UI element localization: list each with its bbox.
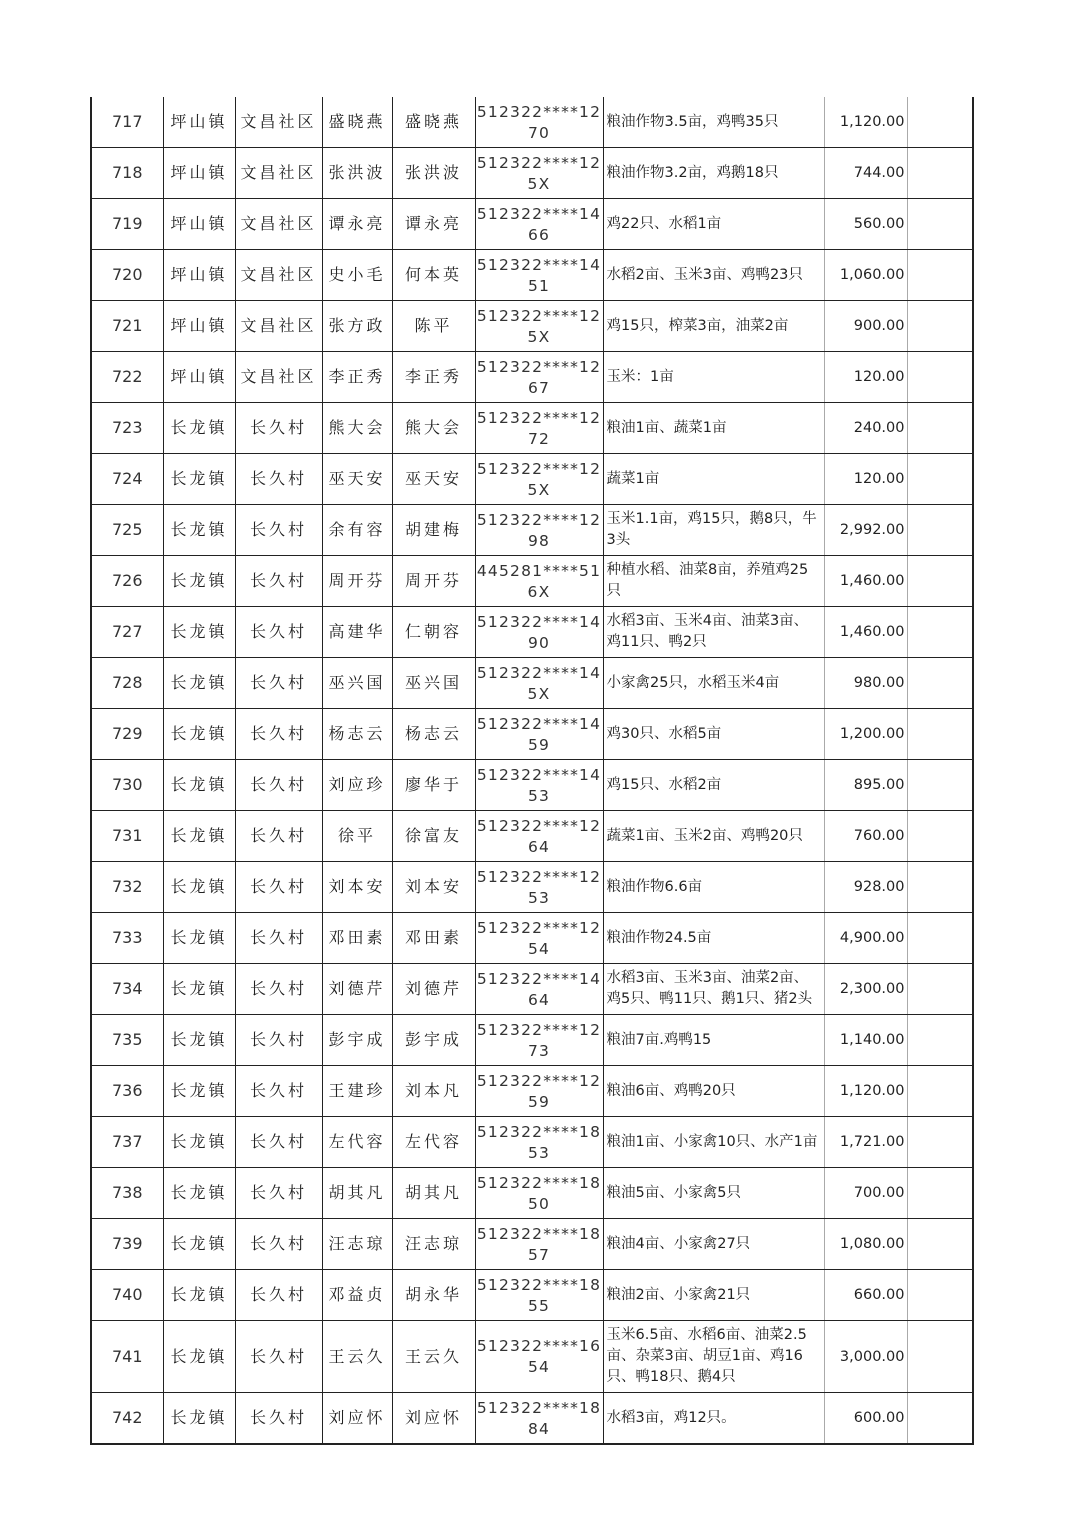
table-row — [91, 811, 973, 862]
cell-number: 720 — [91, 250, 163, 301]
cell-town: 长龙镇 — [163, 862, 235, 913]
cell-household-name: 熊大会 — [392, 403, 475, 454]
cell-description: 水稻3亩、玉米4亩、油菜3亩、鸡11只、鸭2只 — [603, 607, 824, 658]
table-row — [91, 760, 973, 811]
cell-number: 738 — [91, 1168, 163, 1219]
cell-applicant-name: 左代容 — [322, 1117, 392, 1168]
cell-description: 水稻3亩，鸡12只。 — [603, 1393, 824, 1445]
cell-description: 蔬菜1亩 — [603, 454, 824, 505]
cell-remarks — [907, 301, 973, 352]
cell-household-name: 王云久 — [392, 1321, 475, 1393]
cell-remarks — [907, 862, 973, 913]
cell-household-name: 杨志云 — [392, 709, 475, 760]
cell-remarks — [907, 1015, 973, 1066]
cell-remarks — [907, 964, 973, 1015]
cell-number: 735 — [91, 1015, 163, 1066]
cell-id-number: 512322****125X — [475, 148, 603, 199]
cell-town: 长龙镇 — [163, 1117, 235, 1168]
table-row — [91, 1117, 973, 1168]
cell-amount: 980.00 — [824, 658, 907, 709]
cell-village: 长久村 — [235, 1168, 322, 1219]
cell-number: 742 — [91, 1393, 163, 1445]
cell-remarks — [907, 1393, 973, 1445]
cell-household-name: 刘本安 — [392, 862, 475, 913]
cell-id-number: 512322****1884 — [475, 1393, 603, 1445]
table-row — [91, 1393, 973, 1445]
cell-amount: 1,200.00 — [824, 709, 907, 760]
cell-number: 727 — [91, 607, 163, 658]
cell-household-name: 彭宇成 — [392, 1015, 475, 1066]
cell-description: 小家禽25只，水稻玉米4亩 — [603, 658, 824, 709]
cell-applicant-name: 史小毛 — [322, 250, 392, 301]
cell-amount: 3,000.00 — [824, 1321, 907, 1393]
cell-household-name: 汪志琼 — [392, 1219, 475, 1270]
cell-amount: 744.00 — [824, 148, 907, 199]
table-row — [91, 1066, 973, 1117]
cell-village: 长久村 — [235, 709, 322, 760]
cell-village: 长久村 — [235, 403, 322, 454]
cell-remarks — [907, 1168, 973, 1219]
cell-household-name: 巫兴国 — [392, 658, 475, 709]
cell-village: 长久村 — [235, 760, 322, 811]
table-row — [91, 658, 973, 709]
cell-description: 玉米：1亩 — [603, 352, 824, 403]
cell-remarks — [907, 1321, 973, 1393]
cell-town: 长龙镇 — [163, 1393, 235, 1445]
table-row — [91, 964, 973, 1015]
cell-amount: 928.00 — [824, 862, 907, 913]
cell-remarks — [907, 811, 973, 862]
cell-amount: 120.00 — [824, 352, 907, 403]
cell-id-number: 512322****1855 — [475, 1270, 603, 1321]
cell-remarks — [907, 97, 973, 148]
table-row — [91, 1015, 973, 1066]
cell-description: 鸡22只、水稻1亩 — [603, 199, 824, 250]
cell-description: 水稻2亩、玉米3亩、鸡鸭23只 — [603, 250, 824, 301]
cell-number: 717 — [91, 97, 163, 148]
cell-id-number: 512322****1453 — [475, 760, 603, 811]
cell-description: 种植水稻、油菜8亩，养殖鸡25只 — [603, 556, 824, 607]
cell-remarks — [907, 1066, 973, 1117]
cell-town: 长龙镇 — [163, 1219, 235, 1270]
cell-amount: 2,992.00 — [824, 505, 907, 556]
table-row — [91, 1321, 973, 1393]
cell-number: 721 — [91, 301, 163, 352]
cell-remarks — [907, 148, 973, 199]
cell-id-number: 512322****1267 — [475, 352, 603, 403]
cell-village: 长久村 — [235, 913, 322, 964]
cell-village: 长久村 — [235, 505, 322, 556]
cell-village: 长久村 — [235, 862, 322, 913]
cell-amount: 700.00 — [824, 1168, 907, 1219]
table-row — [91, 454, 973, 505]
cell-town: 坪山镇 — [163, 148, 235, 199]
table-row — [91, 1168, 973, 1219]
cell-village: 长久村 — [235, 811, 322, 862]
cell-description: 粮油作物24.5亩 — [603, 913, 824, 964]
cell-number: 730 — [91, 760, 163, 811]
cell-household-name: 胡建梅 — [392, 505, 475, 556]
cell-remarks — [907, 199, 973, 250]
cell-id-number: 512322****1466 — [475, 199, 603, 250]
cell-applicant-name: 王云久 — [322, 1321, 392, 1393]
cell-town: 长龙镇 — [163, 1321, 235, 1393]
cell-applicant-name: 刘应怀 — [322, 1393, 392, 1445]
cell-description: 粮油6亩、鸡鸭20只 — [603, 1066, 824, 1117]
cell-number: 736 — [91, 1066, 163, 1117]
cell-household-name: 刘应怀 — [392, 1393, 475, 1445]
cell-applicant-name: 邓益贞 — [322, 1270, 392, 1321]
cell-town: 长龙镇 — [163, 1066, 235, 1117]
cell-amount: 120.00 — [824, 454, 907, 505]
cell-village: 长久村 — [235, 454, 322, 505]
cell-remarks — [907, 607, 973, 658]
cell-amount: 2,300.00 — [824, 964, 907, 1015]
cell-description: 鸡30只、水稻5亩 — [603, 709, 824, 760]
cell-household-name: 徐富友 — [392, 811, 475, 862]
cell-remarks — [907, 913, 973, 964]
cell-applicant-name: 高建华 — [322, 607, 392, 658]
cell-description: 玉米6.5亩、水稻6亩、油菜2.5亩、杂菜3亩、胡豆1亩、鸡16只、鸭18只、鹅4只 — [603, 1321, 824, 1393]
cell-amount: 1,060.00 — [824, 250, 907, 301]
cell-amount: 600.00 — [824, 1393, 907, 1445]
cell-household-name: 陈平 — [392, 301, 475, 352]
cell-applicant-name: 杨志云 — [322, 709, 392, 760]
cell-town: 坪山镇 — [163, 352, 235, 403]
cell-id-number: 512322****1270 — [475, 97, 603, 148]
cell-town: 坪山镇 — [163, 250, 235, 301]
cell-village: 长久村 — [235, 607, 322, 658]
cell-village: 文昌社区 — [235, 148, 322, 199]
cell-number: 718 — [91, 148, 163, 199]
cell-id-number: 512322****1254 — [475, 913, 603, 964]
cell-number: 728 — [91, 658, 163, 709]
cell-number: 733 — [91, 913, 163, 964]
cell-household-name: 胡永华 — [392, 1270, 475, 1321]
cell-household-name: 李正秀 — [392, 352, 475, 403]
cell-applicant-name: 盛晓燕 — [322, 97, 392, 148]
cell-number: 737 — [91, 1117, 163, 1168]
cell-id-number: 445281****516X — [475, 556, 603, 607]
cell-amount: 1,140.00 — [824, 1015, 907, 1066]
cell-number: 726 — [91, 556, 163, 607]
cell-remarks — [907, 454, 973, 505]
cell-amount: 760.00 — [824, 811, 907, 862]
cell-amount: 1,460.00 — [824, 556, 907, 607]
cell-town: 长龙镇 — [163, 1168, 235, 1219]
table-row — [91, 97, 973, 148]
cell-description: 蔬菜1亩、玉米2亩、鸡鸭20只 — [603, 811, 824, 862]
cell-household-name: 盛晓燕 — [392, 97, 475, 148]
cell-household-name: 刘德芹 — [392, 964, 475, 1015]
cell-town: 长龙镇 — [163, 709, 235, 760]
cell-village: 长久村 — [235, 1219, 322, 1270]
cell-applicant-name: 余有容 — [322, 505, 392, 556]
cell-remarks — [907, 709, 973, 760]
cell-household-name: 刘本凡 — [392, 1066, 475, 1117]
cell-village: 长久村 — [235, 964, 322, 1015]
cell-number: 739 — [91, 1219, 163, 1270]
cell-applicant-name: 张洪波 — [322, 148, 392, 199]
cell-town: 长龙镇 — [163, 607, 235, 658]
cell-id-number: 512322****1253 — [475, 862, 603, 913]
cell-remarks — [907, 760, 973, 811]
cell-description: 粮油1亩、小家禽10只、水产1亩 — [603, 1117, 824, 1168]
cell-amount: 1,721.00 — [824, 1117, 907, 1168]
cell-id-number: 512322****1451 — [475, 250, 603, 301]
table-row — [91, 556, 973, 607]
cell-description: 粮油作物6.6亩 — [603, 862, 824, 913]
table-row — [91, 301, 973, 352]
cell-remarks — [907, 1117, 973, 1168]
cell-town: 长龙镇 — [163, 760, 235, 811]
table-row — [91, 862, 973, 913]
cell-applicant-name: 巫兴国 — [322, 658, 392, 709]
cell-village: 文昌社区 — [235, 301, 322, 352]
cell-town: 长龙镇 — [163, 964, 235, 1015]
subsidy-table — [90, 97, 974, 1445]
table-row — [91, 148, 973, 199]
cell-remarks — [907, 352, 973, 403]
cell-description: 粮油5亩、小家禽5只 — [603, 1168, 824, 1219]
cell-amount: 895.00 — [824, 760, 907, 811]
cell-village: 长久村 — [235, 1393, 322, 1445]
cell-id-number: 512322****125X — [475, 454, 603, 505]
cell-village: 文昌社区 — [235, 352, 322, 403]
cell-amount: 4,900.00 — [824, 913, 907, 964]
cell-number: 724 — [91, 454, 163, 505]
cell-village: 文昌社区 — [235, 97, 322, 148]
cell-number: 729 — [91, 709, 163, 760]
cell-description: 粮油7亩.鸡鸭15 — [603, 1015, 824, 1066]
cell-town: 长龙镇 — [163, 658, 235, 709]
cell-amount: 240.00 — [824, 403, 907, 454]
cell-description: 水稻3亩、玉米3亩、油菜2亩、鸡5只、鸭11只、鹅1只、猪2头 — [603, 964, 824, 1015]
cell-id-number: 512322****1853 — [475, 1117, 603, 1168]
cell-description: 鸡15只、水稻2亩 — [603, 760, 824, 811]
cell-number: 719 — [91, 199, 163, 250]
cell-number: 732 — [91, 862, 163, 913]
cell-town: 坪山镇 — [163, 301, 235, 352]
cell-remarks — [907, 250, 973, 301]
cell-remarks — [907, 658, 973, 709]
cell-town: 长龙镇 — [163, 1015, 235, 1066]
cell-number: 734 — [91, 964, 163, 1015]
cell-applicant-name: 熊大会 — [322, 403, 392, 454]
cell-id-number: 512322****145X — [475, 658, 603, 709]
table-row — [91, 199, 973, 250]
cell-number: 731 — [91, 811, 163, 862]
cell-village: 长久村 — [235, 556, 322, 607]
cell-id-number: 512322****1850 — [475, 1168, 603, 1219]
cell-amount: 900.00 — [824, 301, 907, 352]
table-row — [91, 1219, 973, 1270]
cell-household-name: 张洪波 — [392, 148, 475, 199]
cell-household-name: 左代容 — [392, 1117, 475, 1168]
cell-household-name: 何本英 — [392, 250, 475, 301]
cell-number: 741 — [91, 1321, 163, 1393]
cell-amount: 1,120.00 — [824, 97, 907, 148]
cell-village: 长久村 — [235, 1066, 322, 1117]
cell-remarks — [907, 1219, 973, 1270]
cell-household-name: 仁朝容 — [392, 607, 475, 658]
cell-applicant-name: 刘本安 — [322, 862, 392, 913]
table-row — [91, 403, 973, 454]
cell-town: 长龙镇 — [163, 403, 235, 454]
cell-town: 长龙镇 — [163, 556, 235, 607]
cell-applicant-name: 刘应珍 — [322, 760, 392, 811]
cell-applicant-name: 徐平 — [322, 811, 392, 862]
cell-remarks — [907, 556, 973, 607]
cell-town: 坪山镇 — [163, 199, 235, 250]
cell-applicant-name: 刘德芹 — [322, 964, 392, 1015]
cell-applicant-name: 彭宇成 — [322, 1015, 392, 1066]
cell-description: 粮油1亩、蔬菜1亩 — [603, 403, 824, 454]
cell-remarks — [907, 505, 973, 556]
cell-town: 长龙镇 — [163, 913, 235, 964]
cell-amount: 1,080.00 — [824, 1219, 907, 1270]
cell-household-name: 廖华于 — [392, 760, 475, 811]
cell-number: 723 — [91, 403, 163, 454]
table-row — [91, 352, 973, 403]
cell-town: 长龙镇 — [163, 811, 235, 862]
cell-applicant-name: 张方政 — [322, 301, 392, 352]
cell-amount: 560.00 — [824, 199, 907, 250]
cell-amount: 660.00 — [824, 1270, 907, 1321]
cell-village: 长久村 — [235, 1117, 322, 1168]
cell-id-number: 512322****125X — [475, 301, 603, 352]
cell-id-number: 512322****1459 — [475, 709, 603, 760]
cell-id-number: 512322****1857 — [475, 1219, 603, 1270]
cell-description: 玉米1.1亩，鸡15只，鹅8只，牛3头 — [603, 505, 824, 556]
cell-applicant-name: 邓田素 — [322, 913, 392, 964]
cell-id-number: 512322****1490 — [475, 607, 603, 658]
cell-id-number: 512322****1272 — [475, 403, 603, 454]
table-row — [91, 913, 973, 964]
cell-id-number: 512322****1464 — [475, 964, 603, 1015]
cell-description: 粮油4亩、小家禽27只 — [603, 1219, 824, 1270]
cell-remarks — [907, 403, 973, 454]
cell-town: 长龙镇 — [163, 454, 235, 505]
cell-applicant-name: 谭永亮 — [322, 199, 392, 250]
cell-household-name: 邓田素 — [392, 913, 475, 964]
cell-village: 文昌社区 — [235, 250, 322, 301]
cell-applicant-name: 巫天安 — [322, 454, 392, 505]
cell-town: 坪山镇 — [163, 97, 235, 148]
cell-id-number: 512322****1264 — [475, 811, 603, 862]
cell-amount: 1,120.00 — [824, 1066, 907, 1117]
cell-applicant-name: 汪志琼 — [322, 1219, 392, 1270]
cell-id-number: 512322****1273 — [475, 1015, 603, 1066]
cell-remarks — [907, 1270, 973, 1321]
cell-town: 长龙镇 — [163, 505, 235, 556]
cell-household-name: 胡其凡 — [392, 1168, 475, 1219]
cell-id-number: 512322****1259 — [475, 1066, 603, 1117]
cell-description: 鸡15只，榨菜3亩，油菜2亩 — [603, 301, 824, 352]
table-row — [91, 505, 973, 556]
table-row — [91, 250, 973, 301]
cell-village: 长久村 — [235, 1015, 322, 1066]
cell-village: 文昌社区 — [235, 199, 322, 250]
cell-amount: 1,460.00 — [824, 607, 907, 658]
cell-village: 长久村 — [235, 1270, 322, 1321]
cell-household-name: 谭永亮 — [392, 199, 475, 250]
table-row — [91, 1270, 973, 1321]
cell-applicant-name: 李正秀 — [322, 352, 392, 403]
cell-number: 725 — [91, 505, 163, 556]
subsidy-table-container — [90, 97, 974, 1445]
cell-description: 粮油作物3.5亩，鸡鸭35只 — [603, 97, 824, 148]
cell-town: 长龙镇 — [163, 1270, 235, 1321]
table-row — [91, 607, 973, 658]
cell-id-number: 512322****1298 — [475, 505, 603, 556]
cell-number: 740 — [91, 1270, 163, 1321]
cell-applicant-name: 周开芬 — [322, 556, 392, 607]
table-row — [91, 709, 973, 760]
cell-household-name: 巫天安 — [392, 454, 475, 505]
cell-description: 粮油2亩、小家禽21只 — [603, 1270, 824, 1321]
cell-applicant-name: 王建珍 — [322, 1066, 392, 1117]
cell-village: 长久村 — [235, 1321, 322, 1393]
table-body — [91, 97, 973, 1444]
cell-number: 722 — [91, 352, 163, 403]
cell-description: 粮油作物3.2亩，鸡鹅18只 — [603, 148, 824, 199]
cell-village: 长久村 — [235, 658, 322, 709]
cell-applicant-name: 胡其凡 — [322, 1168, 392, 1219]
cell-household-name: 周开芬 — [392, 556, 475, 607]
cell-id-number: 512322****1654 — [475, 1321, 603, 1393]
